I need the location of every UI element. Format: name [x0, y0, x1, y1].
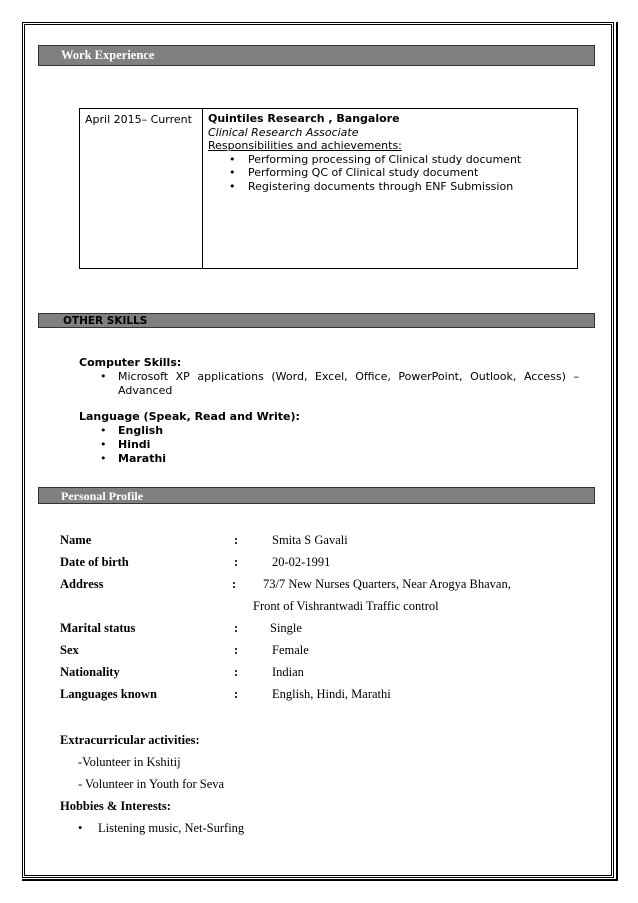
- profile-separator: :: [234, 555, 239, 569]
- list-item: • Registering documents through ENF Submission: [208, 180, 577, 194]
- profile-label: Address: [60, 577, 104, 591]
- profile-separator: :: [234, 643, 239, 657]
- profile-row-marital: [60, 621, 600, 643]
- list-item: • Marathi: [79, 452, 579, 466]
- profile-value: Female: [272, 643, 309, 657]
- computer-skills-heading: Computer Skills:: [79, 356, 182, 369]
- computer-skills-list: [79, 370, 579, 398]
- section-header-personal-profile: [38, 487, 595, 504]
- list-item: • Hindi: [79, 438, 579, 452]
- profile-row-name: [60, 533, 600, 555]
- profile-label: Sex: [60, 643, 79, 657]
- profile-separator: :: [234, 533, 239, 547]
- skills-block: [79, 356, 579, 466]
- profile-row-address-cont: [60, 599, 600, 621]
- profile-row-sex: [60, 643, 600, 665]
- list-item: • Listening music, Net-Surfing: [78, 821, 245, 835]
- work-details-cell: [203, 109, 577, 271]
- work-period: April 2015– Current: [85, 113, 192, 126]
- work-experience-table: [79, 108, 578, 269]
- section-header-work-experience: [38, 45, 595, 66]
- hobby-text: Listening music, Net-Surfing: [98, 821, 245, 835]
- profile-label: Name: [60, 533, 92, 547]
- profile-value: English, Hindi, Marathi: [272, 687, 391, 701]
- list-item: • Microsoft XP applications (Word, Excel, Office, PowerPoint, Outlook, Access) – Advanced: [79, 370, 579, 398]
- list-item: -Volunteer in Kshitij: [78, 755, 181, 769]
- profile-separator: :: [234, 687, 239, 701]
- hobbies-heading: Hobbies & Interests:: [60, 799, 171, 813]
- responsibilities-heading: Responsibilities and achievements:: [208, 139, 402, 152]
- section-title: Personal Profile: [61, 489, 144, 503]
- section-title: Work Experience: [61, 48, 155, 62]
- profile-row-dob: [60, 555, 600, 577]
- profile-separator: :: [234, 665, 239, 679]
- profile-value: Front of Vishrantwadi Traffic control: [253, 599, 439, 613]
- profile-label: Marital status: [60, 621, 136, 635]
- profile-row-nationality: [60, 665, 600, 687]
- profile-value: Smita S Gavali: [272, 533, 348, 547]
- section-header-other-skills: [38, 313, 595, 328]
- profile-label: Date of birth: [60, 555, 129, 569]
- language-list: [79, 424, 579, 466]
- list-item: • English: [79, 424, 579, 438]
- personal-profile: [60, 533, 600, 709]
- work-period-cell: [80, 109, 203, 268]
- extracurricular-block: [60, 733, 244, 836]
- profile-separator: :: [232, 577, 237, 591]
- profile-value: Single: [270, 621, 302, 635]
- list-item: - Volunteer in Youth for Seva: [78, 777, 225, 791]
- profile-value: 20-02-1991: [272, 555, 331, 569]
- profile-label: Languages known: [60, 687, 157, 701]
- section-title: OTHER SKILLS: [63, 315, 148, 327]
- profile-label: Nationality: [60, 665, 120, 679]
- language-heading: Language (Speak, Read and Write):: [79, 410, 300, 423]
- job-role: Clinical Research Associate: [208, 125, 359, 139]
- profile-value: 73/7 New Nurses Quarters, Near Arogya Bhavan,: [263, 577, 511, 591]
- list-item: • Performing processing of Clinical study document: [208, 153, 577, 167]
- list-item: • Performing QC of Clinical study document: [208, 166, 577, 180]
- company-name: Quintiles Research , Bangalore: [208, 112, 400, 125]
- profile-value: Indian: [272, 665, 304, 679]
- hobbies-list: [60, 821, 244, 836]
- extracurricular-heading: Extracurricular activities:: [60, 733, 200, 747]
- profile-row-languages: [60, 687, 600, 709]
- profile-separator: :: [234, 621, 239, 635]
- responsibilities-list: [208, 153, 577, 194]
- profile-row-address: [60, 577, 600, 599]
